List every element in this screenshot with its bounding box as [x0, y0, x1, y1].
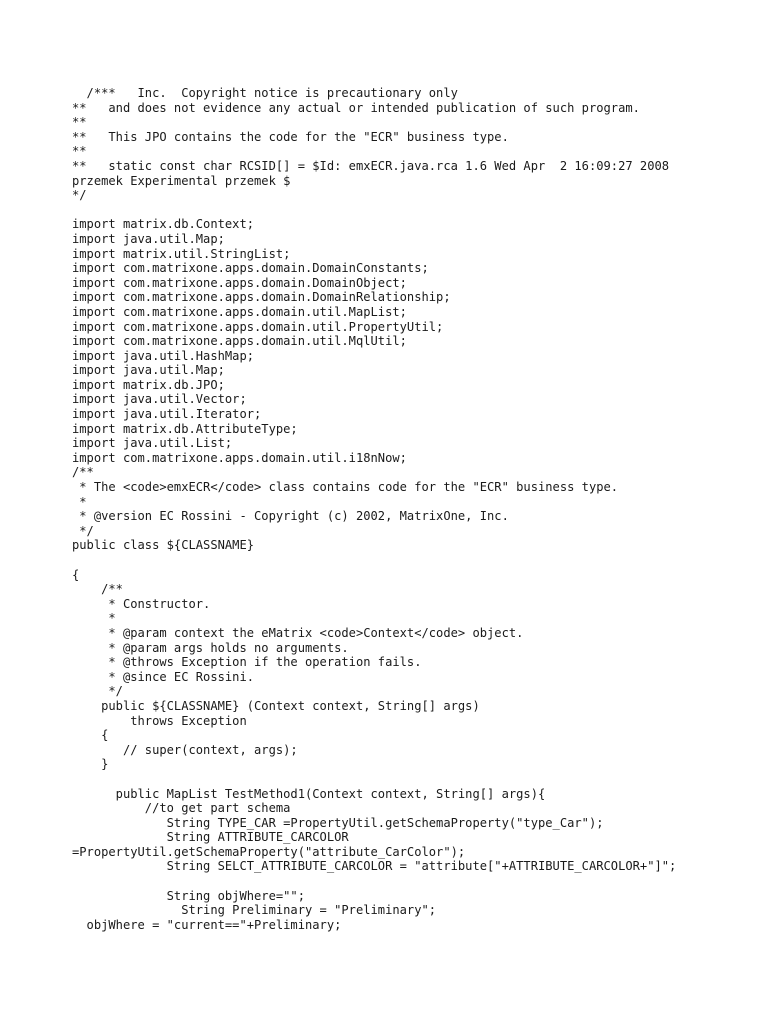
code-line: objWhere = "current=="+Preliminary; — [72, 917, 342, 932]
code-line: String TYPE_CAR =PropertyUtil.getSchemaProperty("type_Car"); — [72, 815, 604, 830]
code-line: import com.matrixone.apps.domain.util.MapList; — [72, 304, 407, 319]
code-line: * @param args holds no arguments. — [72, 640, 349, 655]
code-line: import com.matrixone.apps.domain.DomainConstants; — [72, 261, 429, 276]
code-line: import matrix.db.Context; — [72, 217, 255, 232]
code-line: /** — [72, 465, 94, 480]
code-line: * @throws Exception if the operation fails. — [72, 655, 422, 670]
code-line: import com.matrixone.apps.domain.util.PropertyUtil; — [72, 319, 444, 334]
code-line: ** and does not evidence any actual or intended publication of such program. — [72, 100, 640, 115]
code-line: ** static const char RCSID[] = $Id: emxECR.java.rca 1.6 Wed Apr 2 16:09:27 2008 — [72, 158, 670, 173]
code-line: =PropertyUtil.getSchemaProperty("attribute_CarColor"); — [72, 844, 466, 859]
code-line: } — [72, 757, 109, 772]
code-line: ** This JPO contains the code for the "ECR" business type. — [72, 129, 509, 144]
code-line: * @param context the eMatrix <code>Context</code> object. — [72, 625, 524, 640]
code-line: public class ${CLASSNAME} — [72, 538, 255, 553]
code-line: import java.util.Map; — [72, 231, 225, 246]
code-line: import matrix.db.JPO; — [72, 377, 225, 392]
code-line: */ — [72, 188, 87, 203]
code-line: */ — [72, 684, 123, 699]
code-line: import matrix.util.StringList; — [72, 246, 291, 261]
code-line: * @since EC Rossini. — [72, 669, 255, 684]
code-line: * — [72, 611, 116, 626]
code-line: String Preliminary = "Preliminary"; — [72, 903, 437, 918]
code-line: String SELCT_ATTRIBUTE_CARCOLOR = "attribute["+ATTRIBUTE_CARCOLOR+"]"; — [72, 859, 677, 874]
code-line: throws Exception — [72, 713, 247, 728]
code-line: //to get part schema — [72, 801, 291, 816]
code-line: import java.util.List; — [72, 436, 233, 451]
code-line: * — [72, 494, 87, 509]
code-line: ** — [72, 115, 87, 130]
code-line: import java.util.Iterator; — [72, 407, 262, 422]
code-line: */ — [72, 523, 94, 538]
code-line: import java.util.Map; — [72, 363, 225, 378]
code-line: { — [72, 728, 109, 743]
code-line: import java.util.HashMap; — [72, 348, 255, 363]
code-line — [72, 553, 676, 568]
code-line: /*** Inc. Copyright notice is precautionary only — [72, 86, 458, 100]
code-line: import com.matrixone.apps.domain.DomainRelationship; — [72, 290, 451, 305]
code-line: import com.matrixone.apps.domain.DomainObject; — [72, 275, 407, 290]
code-line: public MapList TestMethod1(Context context, String[] args){ — [72, 786, 546, 801]
code-line: public ${CLASSNAME} (Context context, String[] args) — [72, 698, 480, 713]
code-line — [72, 874, 676, 889]
code-line: // super(context, args); — [72, 742, 298, 757]
code-line: przemek Experimental przemek $ — [72, 173, 291, 188]
code-line: import com.matrixone.apps.domain.util.i18nNow; — [72, 450, 407, 465]
code-line — [72, 772, 676, 787]
code-line: ** — [72, 144, 87, 159]
code-line: String ATTRIBUTE_CARCOLOR — [72, 830, 349, 845]
code-line: { — [72, 567, 80, 582]
code-line: import matrix.db.AttributeType; — [72, 421, 298, 436]
code-line — [72, 203, 676, 218]
code-line: import java.util.Vector; — [72, 392, 247, 407]
code-line: * @version EC Rossini - Copyright (c) 2002, MatrixOne, Inc. — [72, 509, 509, 524]
code-listing — [72, 86, 676, 932]
code-line: import com.matrixone.apps.domain.util.MqlUtil; — [72, 334, 407, 349]
code-line: /** — [72, 582, 123, 597]
code-line: * Constructor. — [72, 596, 211, 611]
code-line: String objWhere=""; — [72, 888, 305, 903]
code-line: * The <code>emxECR</code> class contains code for the "ECR" business type. — [72, 480, 619, 495]
